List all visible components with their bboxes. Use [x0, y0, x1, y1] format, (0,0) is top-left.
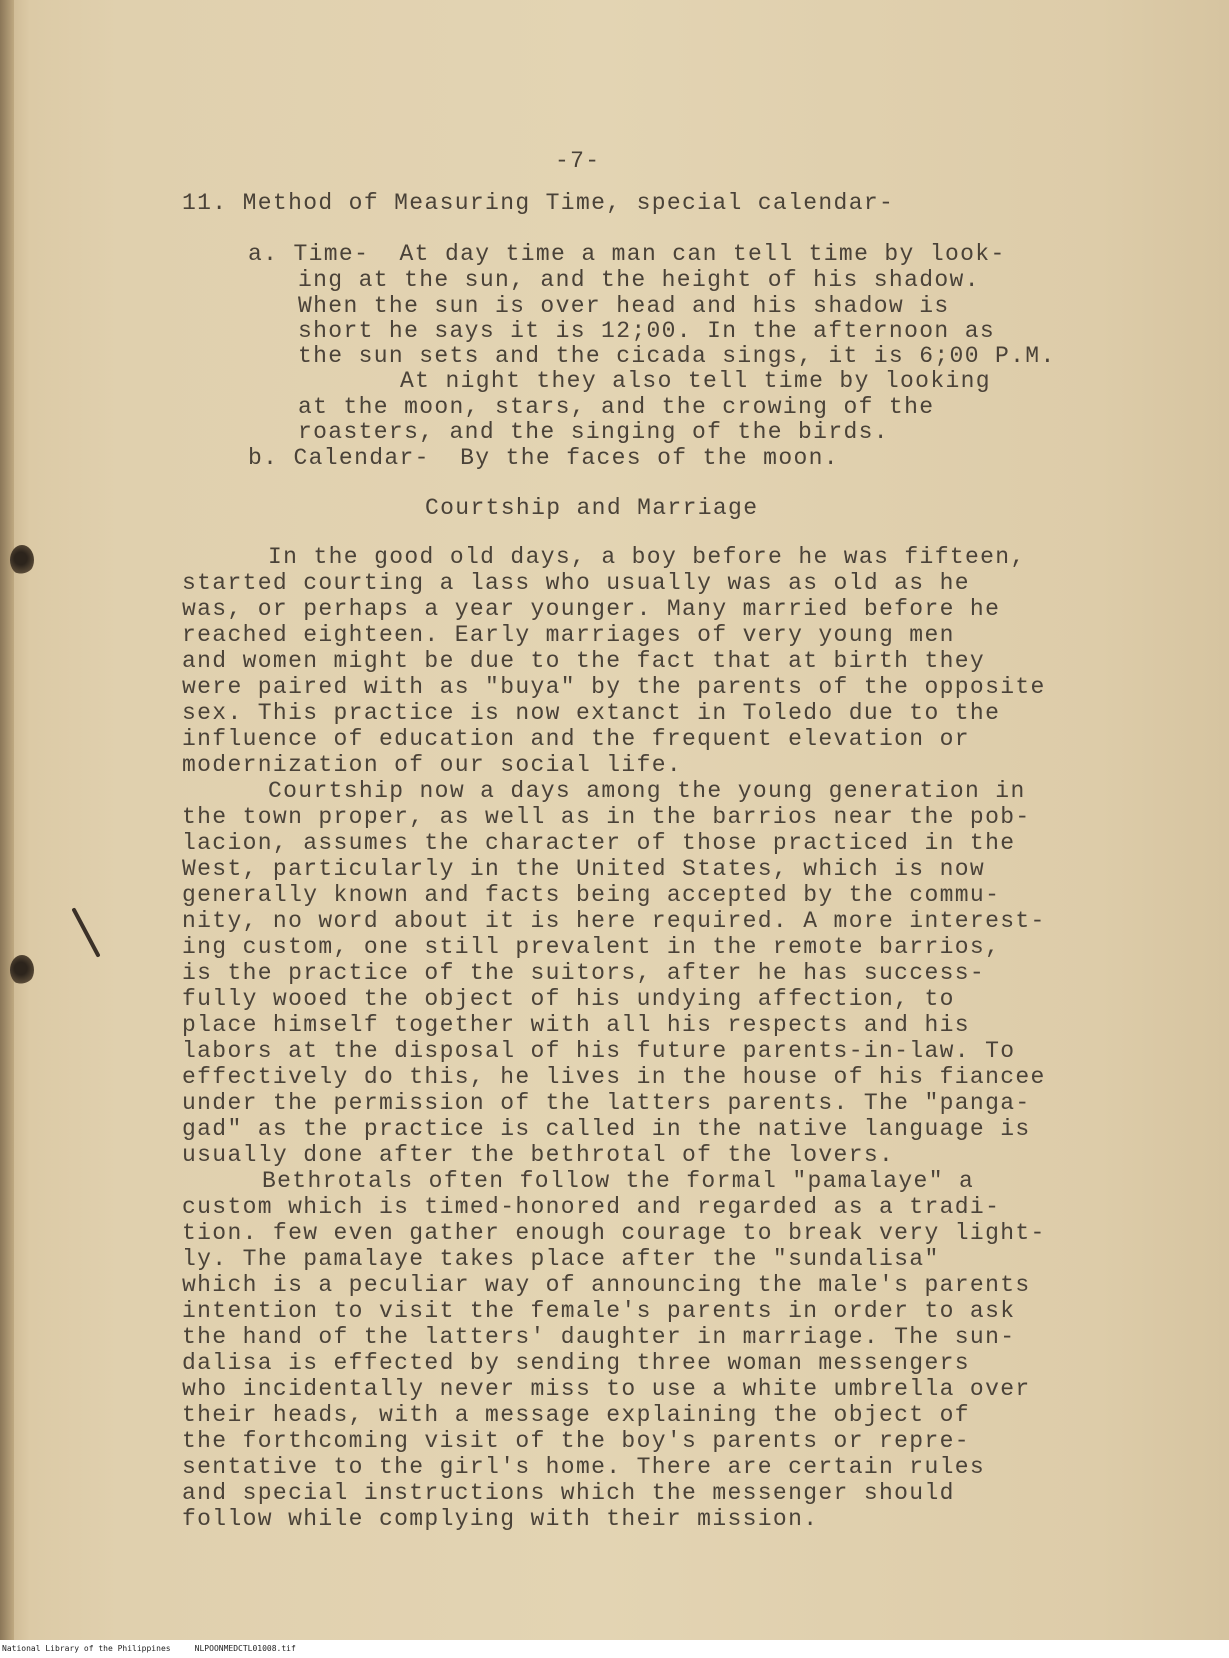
section-heading: 11. Method of Measuring Time, special calendar- [182, 190, 895, 216]
page-number: -7- [555, 148, 601, 174]
body-line: sentative to the girl's home. There are certain rules [182, 1454, 986, 1480]
time-line: At night they also tell time by looking [400, 368, 991, 394]
body-line: lacion, assumes the character of those practiced in the [182, 830, 1016, 856]
footer-file: NLPOONMEDCTL01008.tif [194, 1644, 296, 1653]
time-line: When the sun is over head and his shadow is [298, 293, 950, 319]
body-line: and special instructions which the messenger should [182, 1480, 955, 1506]
body-line: under the permission of the latters parents. The "panga- [182, 1090, 1031, 1116]
body-line: effectively do this, he lives in the house of his fiancee [182, 1064, 1046, 1090]
footer-source: National Library of the Philippines [2, 1644, 171, 1653]
courtship-heading: Courtship and Marriage [425, 495, 759, 521]
body-line: fully wooed the object of his undying affection, to [182, 986, 955, 1012]
scan-footer [0, 1640, 1229, 1658]
body-line: ly. The pamalaye takes place after the "sundalisa" [182, 1246, 940, 1272]
body-line: follow while complying with their mission. [182, 1506, 819, 1532]
body-line: the hand of the latters' daughter in marriage. The sun- [182, 1324, 1016, 1350]
body-line: were paired with as "buya" by the parents of the opposite [182, 674, 1046, 700]
body-line: place himself together with all his respects and his [182, 1012, 970, 1038]
body-line: gad" as the practice is called in the native language is [182, 1116, 1031, 1142]
page-spine [0, 0, 14, 1640]
body-line: In the good old days, a boy before he was fifteen, [268, 544, 1026, 570]
body-line: reached eighteen. Early marriages of very young men [182, 622, 955, 648]
punch-hole-upper [10, 545, 34, 575]
body-line: tion. few even gather enough courage to break very light- [182, 1220, 1046, 1246]
body-line: usually done after the bethrotal of the lovers. [182, 1142, 895, 1168]
body-line: was, or perhaps a year younger. Many married before he [182, 596, 1001, 622]
body-line: custom which is timed-honored and regarded as a tradi- [182, 1194, 1001, 1220]
body-line: sex. This practice is now extanct in Toledo due to the [182, 700, 1001, 726]
time-line: the sun sets and the cicada sings, it is 6;00 P.M. [298, 343, 1056, 369]
body-line: which is a peculiar way of announcing the male's parents [182, 1272, 1031, 1298]
body-line: intention to visit the female's parents in order to ask [182, 1298, 1016, 1324]
calendar-line: b. Calendar- By the faces of the moon. [248, 445, 839, 471]
body-line: and women might be due to the fact that at birth they [182, 648, 986, 674]
body-line: dalisa is effected by sending three woman messengers [182, 1350, 970, 1376]
punch-hole-lower [10, 955, 34, 985]
body-line: generally known and facts being accepted by the commu- [182, 882, 1001, 908]
body-line: West, particularly in the United States, which is now [182, 856, 986, 882]
body-line: ing custom, one still prevalent in the remote barrios, [182, 934, 1001, 960]
pencil-mark [71, 907, 100, 957]
body-line: started courting a lass who usually was as old as he [182, 570, 970, 596]
body-line: labors at the disposal of his future parents-in-law. To [182, 1038, 1016, 1064]
body-line: who incidentally never miss to use a white umbrella over [182, 1376, 1031, 1402]
time-line: a. Time- At day time a man can tell time by look- [248, 241, 1006, 267]
body-line: influence of education and the frequent elevation or [182, 726, 970, 752]
time-line: short he says it is 12;00. In the afternoon as [298, 318, 996, 344]
body-line: their heads, with a message explaining the object of [182, 1402, 970, 1428]
body-line: nity, no word about it is here required. A more interest- [182, 908, 1046, 934]
time-line: roasters, and the singing of the birds. [298, 419, 889, 445]
body-line: Courtship now a days among the young generation in [268, 778, 1026, 804]
body-line: the town proper, as well as in the barrios near the pob- [182, 804, 1031, 830]
body-line: is the practice of the suitors, after he has success- [182, 960, 986, 986]
body-line: Bethrotals often follow the formal "pamalaye" a [262, 1168, 975, 1194]
body-line: the forthcoming visit of the boy's parents or repre- [182, 1428, 970, 1454]
body-line: modernization of our social life. [182, 752, 683, 778]
time-line: at the moon, stars, and the crowing of the [298, 394, 935, 420]
time-line: ing at the sun, and the height of his shadow. [298, 267, 980, 293]
